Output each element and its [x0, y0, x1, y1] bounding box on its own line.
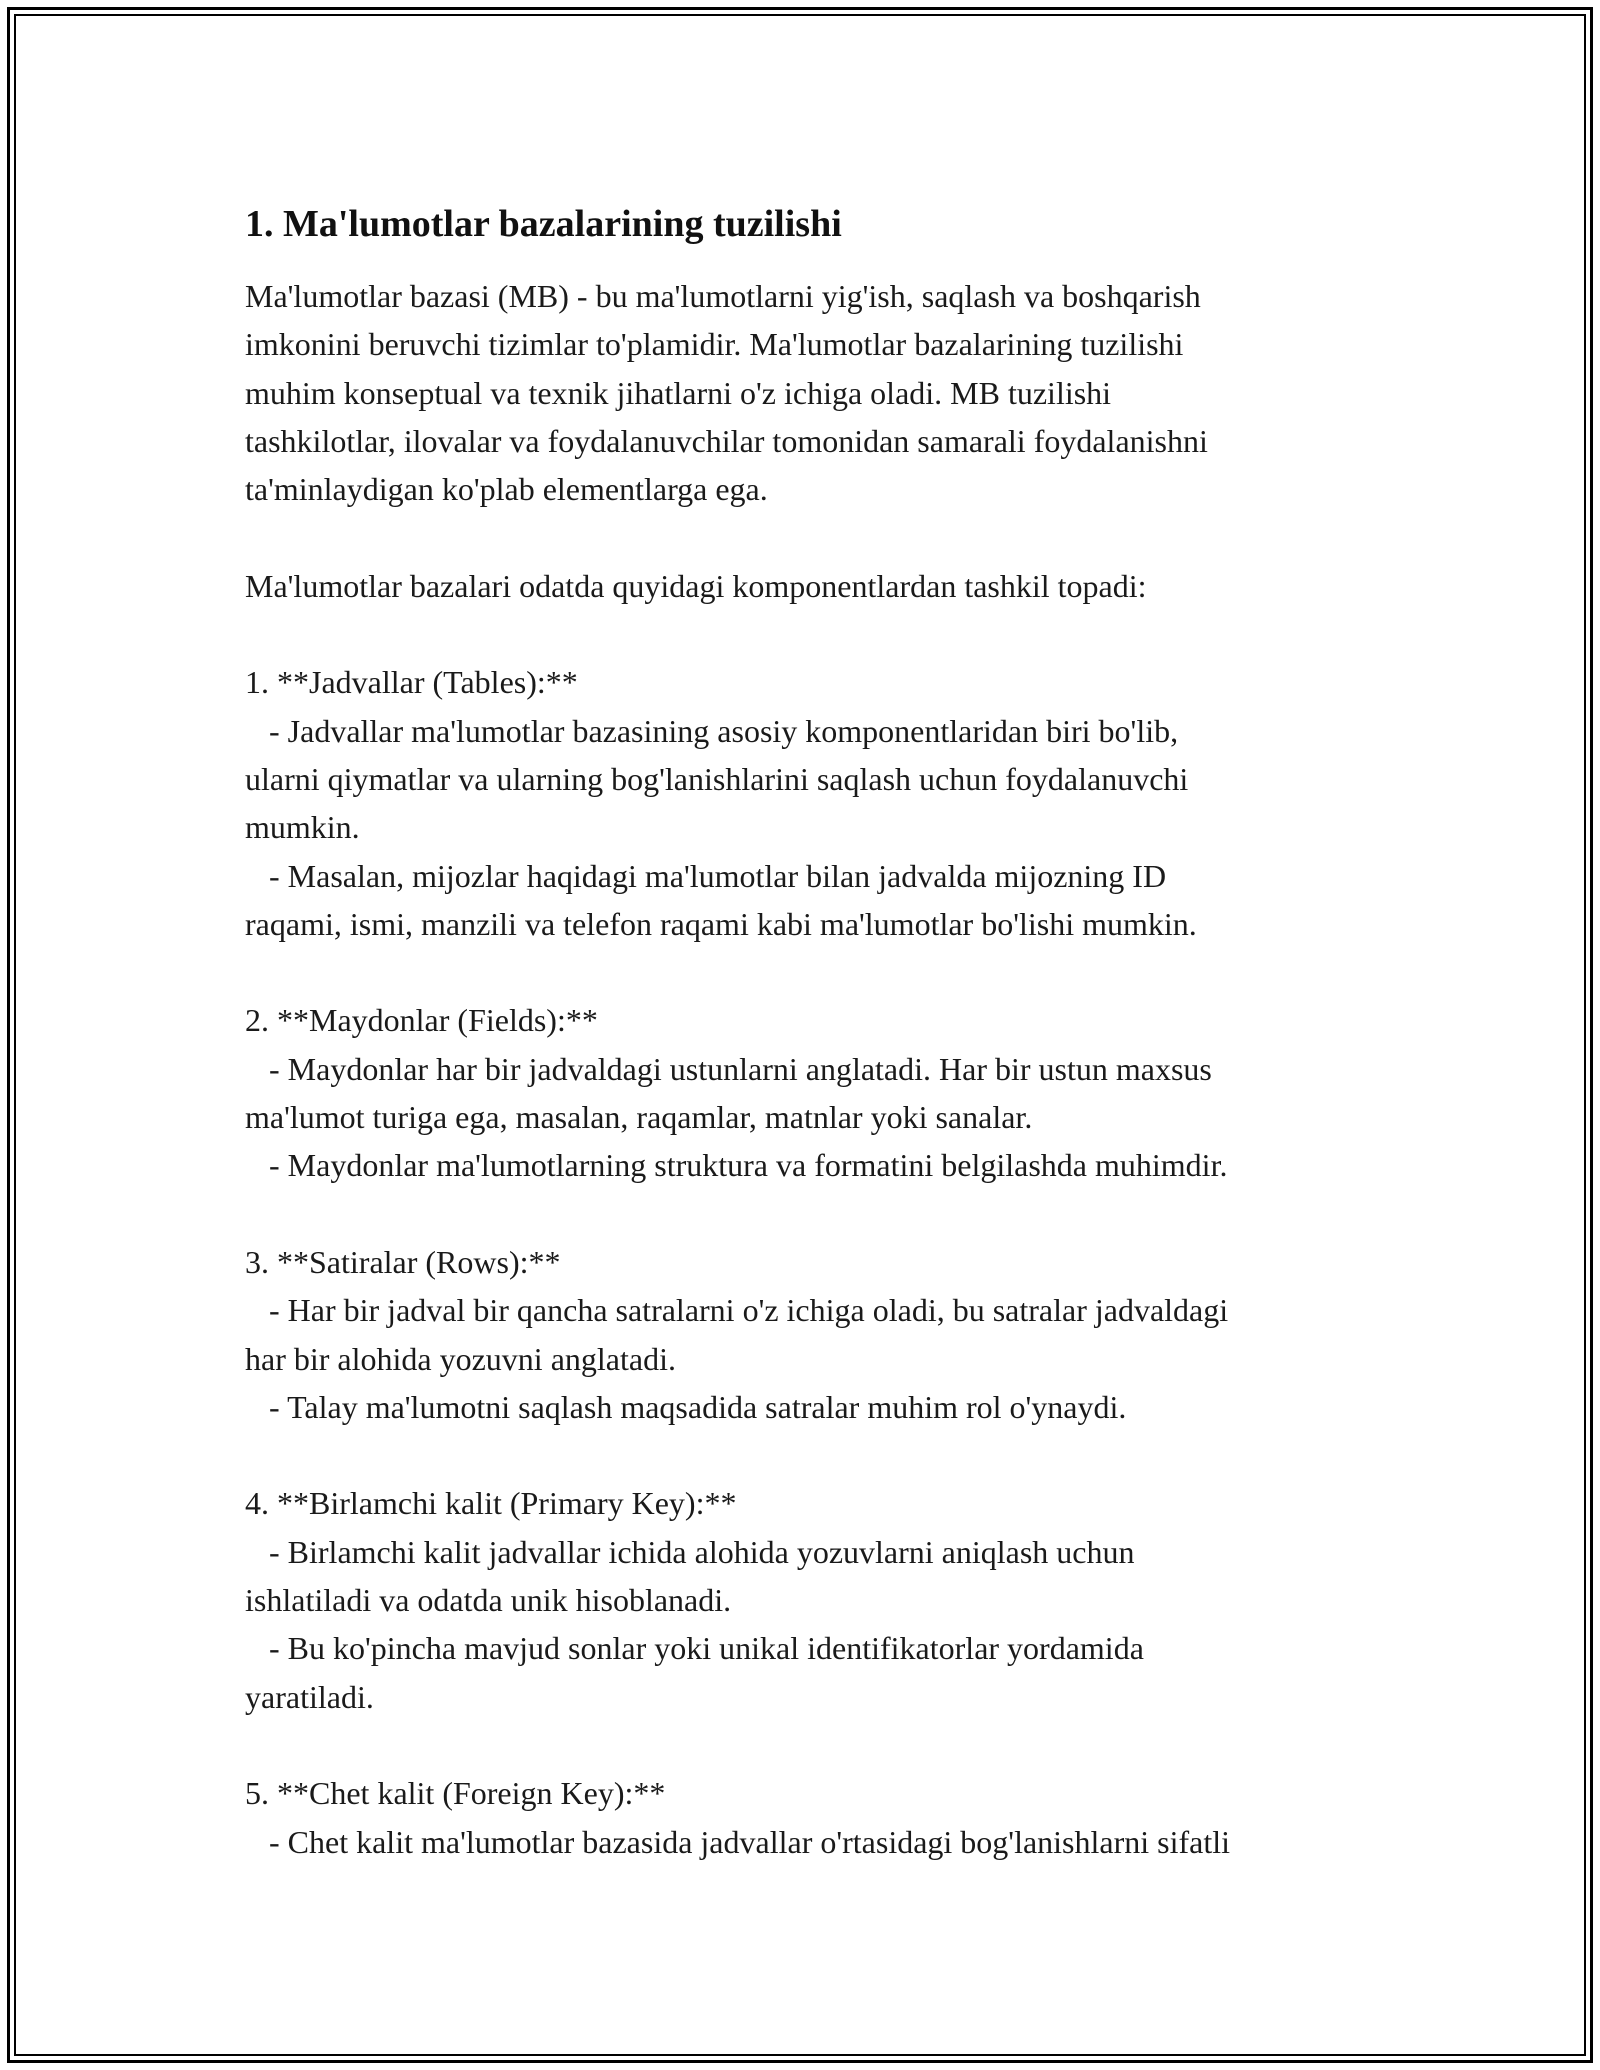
document-content: [245, 196, 1425, 1866]
page-frame: [7, 7, 1593, 2063]
page-title: 1. Ma'lumotlar bazalarining tuzilishi: [245, 203, 842, 245]
body-text: Ma'lumotlar bazasi (MB) - bu ma'lumotlarni yig'ish, saqlash va boshqarish imkonini beruvchi tizimlar to'plamidir. Ma'lumotlar bazalarining tuzilishi muhim konseptual va texnik jihatlarni o'z ichiga oladi. MB tuzilishi tashkilotlar, ilovalar va foydalanuvchilar tomonidan samarali foydalanishni ta'minlaydigan ko'plab elementlarga ega. Ma'lumotlar bazalari odatda quyidagi komponentlardan tashkil topadi: 1. **Jadvallar (Tables):** - Jadvallar ma'lumotlar bazasining asosiy komponentlaridan biri bo'lib, ularni qiymatlar va ularning bog'lanishlarini saqlash uchun foydalanuvchi mumkin. - Masalan, mijozlar haqidagi ma'lumotlar bilan jadvalda mijozning ID raqami, ismi, manzili va telefon raqami kabi ma'lumotlar bo'lishi mumkin. 2. **Maydonlar (Fields):** - Maydonlar har bir jadvaldagi ustunlarni anglatadi. Har bir ustun maxsus ma'lumot turiga ega, masalan, raqamlar, matnlar yoki sanalar. - Maydonlar ma'lumotlarning struktura va formatini belgilashda muhimdir. 3. **Satiralar (Rows):** - Har bir jadval bir qancha satralarni o'z ichiga oladi, bu satralar jadvaldagi har bir alohida yozuvni anglatadi. - Talay ma'lumotni saqlash maqsadida satralar muhim rol o'ynaydi. 4. **Birlamchi kalit (Primary Key):** - Birlamchi kalit jadvallar ichida alohida yozuvlarni aniqlash uchun ishlatiladi va odatda unik hisoblanadi. - Bu ko'pincha mavjud sonlar yoki unikal identifikatorlar yordamida yaratiladi. 5. **Chet kalit (Foreign Key):** - Chet kalit ma'lumotlar bazasida jadvallar o'rtasidagi bog'lanishlarni sifatli: [245, 278, 1231, 1860]
